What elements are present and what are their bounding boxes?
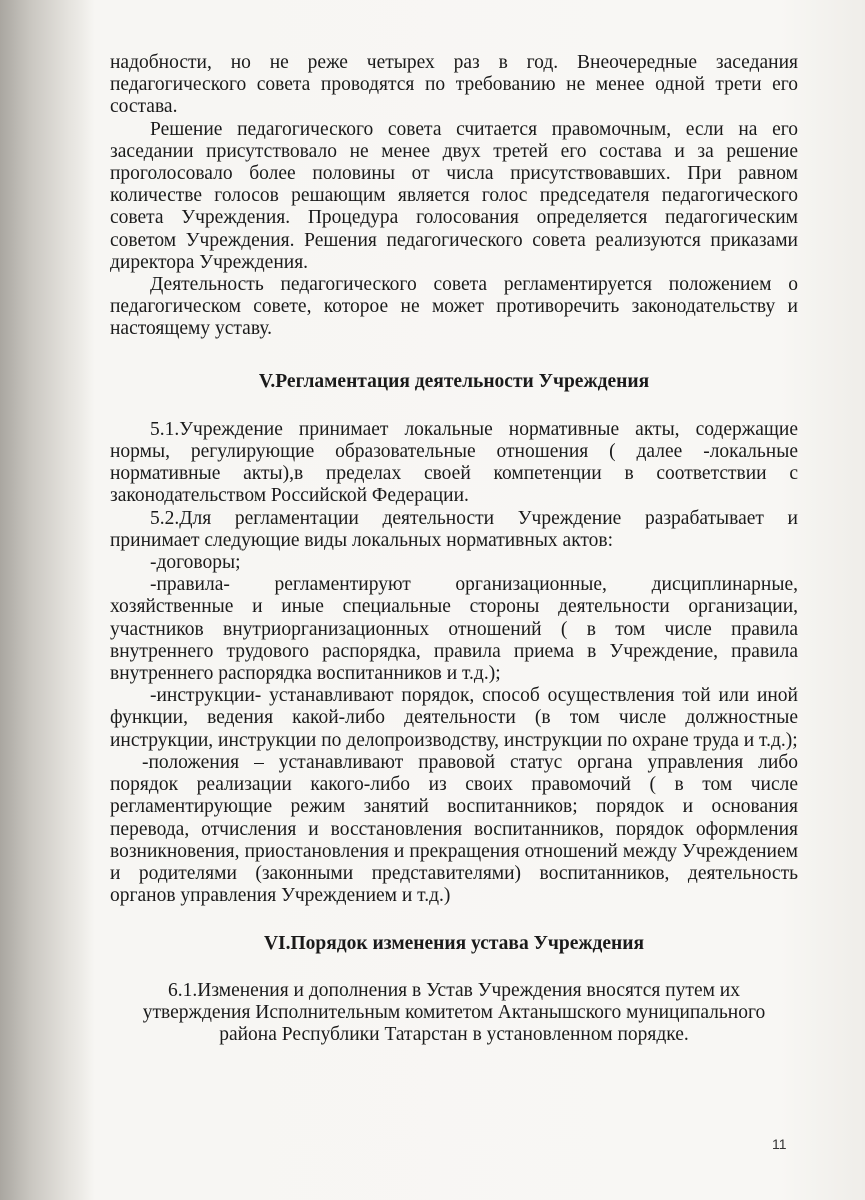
paragraph-6-1-line2: утверждения Исполнительным комитетом Актанышского муниципального xyxy=(142,1001,766,1023)
paragraph-regulation: Деятельность педагогического совета регламентируется положением о педагогическом совете, которое не может противоречить законодательству и настоящему уставу. xyxy=(110,274,798,340)
section-5-heading: V.Регламентация деятельности Учреждения xyxy=(258,370,650,392)
list-item-regulations: -положения – устанавливают правовой статус органа управления либо порядок реализации какого-либо из своих правомочий ( в том числе регламентирующие режим занятий воспитанников; порядок и основания перевода, отчисления и восстановления воспитанников, порядок оформления возникновения, приостановления и прекращения отношений между Учреждением и родителями (законными представителями) воспитанников, деятельность органов управления Учреждением и т.д.) xyxy=(110,751,798,907)
paragraph-5-2: 5.2.Для регламентации деятельности Учреждение разрабатывает и принимает следующие виды локальных нормативных актов: xyxy=(110,507,798,551)
list-item-instructions: -инструкции- устанавливают порядок, способ осуществления той или иной функции, ведения какой-либо деятельности (в том числе должностные инструкции, инструкции по делопроизводству, инструкции по охране труда и т.д.); xyxy=(110,685,798,751)
page-number: 11 xyxy=(772,1136,787,1152)
list-item-contracts: -договоры; xyxy=(150,552,241,574)
document-body xyxy=(110,52,798,1046)
binding-shadow xyxy=(0,0,95,1200)
paragraph-continuation: надобности, но не реже четырех раз в год. Внеочередные заседания педагогического совета проводятся по требованию не менее одной трети его состава. xyxy=(110,52,798,118)
list-item-rules: -правила- регламентируют организационные, дисциплинарные, хозяйственные и иные специальные стороны деятельности организации, участников внутриорганизационных отношений ( в том числе правила внутреннего трудового распорядка, правила приема в Учреждение, правила внутреннего распорядка воспитанников и т.д.); xyxy=(110,574,798,685)
section-6-heading: VI.Порядок изменения устава Учреждения xyxy=(263,933,645,955)
paragraph-quorum: Решение педагогического совета считается правомочным, если на его заседании присутствовало не менее двух третей его состава и за решение проголосовало более половины от числа присутствовавших. При равном количестве голосов решающим является голос председателя педагогического совета Учреждения. Процедура голосования определяется педагогическим советом Учреждения. Решения педагогического совета реализуются приказами директора Учреждения. xyxy=(110,118,798,273)
paragraph-5-1: 5.1.Учреждение принимает локальные нормативные акты, содержащие нормы, регулирующие образовательные отношения ( далее -локальные нормативные акты),в пределах своей компетенции в соответствии с законодательством Российской Федерации. xyxy=(110,418,798,507)
paragraph-6-1-line3: района Республики Татарстан в установленном порядке. xyxy=(219,1023,689,1045)
paragraph-6-1-line1: 6.1.Изменения и дополнения в Устав Учреждения вносятся путем их xyxy=(167,979,740,1001)
